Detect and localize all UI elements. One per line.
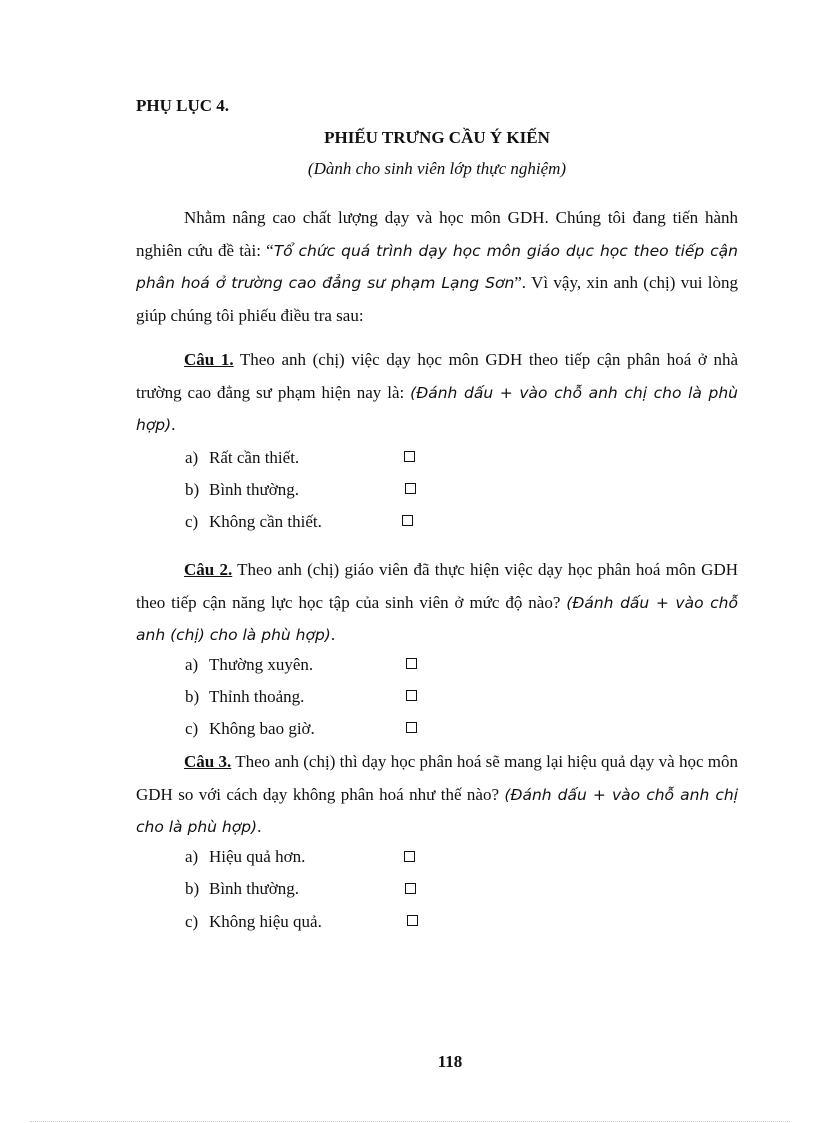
question-3-option-a [185, 845, 305, 869]
question-3-label: Câu 3. [184, 752, 232, 771]
intro-text-a: Nhằm nâng cao chất lượng dạy và học môn GDH. Chúng tôi đang tiến hành nghiên cứu đề tài: “ [136, 208, 738, 260]
question-1-option-c [185, 510, 322, 534]
appendix-label: PHỤ LỤC 4. [136, 96, 230, 115]
question-2-label: Câu 2. [184, 560, 233, 579]
option-text: Không bao giờ. [209, 719, 315, 738]
option-text: Bình thường. [209, 480, 299, 499]
question-2-option-b [185, 685, 304, 709]
page-title: PHIẾU TRƯNG CẦU Ý KIẾN [324, 128, 550, 147]
question-3-option-a-checkbox[interactable] [404, 851, 415, 862]
option-letter: a) [185, 655, 199, 674]
page-subtitle: (Dành cho sinh viên lớp thực nghiệm) [307, 159, 567, 178]
question-1-option-a [185, 446, 299, 470]
question-1 [136, 344, 738, 442]
intro-paragraph [136, 202, 738, 332]
option-letter: a) [185, 847, 199, 866]
option-text: Thỉnh thoảng. [209, 687, 305, 706]
question-1-text: Theo anh (chị) việc dạy học môn GDH theo tiếp cận phân hoá ở nhà trường cao đẳng sư phạm hiện nay là: [136, 350, 739, 402]
question-3-text: Theo anh (chị) thì dạy học phân hoá sẽ mang lại hiệu quả dạy và học môn GDH so với cách dạy không phân hoá như thế nào? [136, 752, 738, 804]
option-text: Không hiệu quả. [209, 912, 322, 931]
footer-divider [30, 1121, 790, 1122]
option-text: Rất cần thiết. [209, 448, 300, 467]
question-2-option-c [185, 717, 315, 741]
question-1-option-c-checkbox[interactable] [402, 515, 413, 526]
question-3 [136, 746, 738, 844]
intro-topic: Tổ chức quá trình dạy học môn giáo dục học theo tiếp cận phân hoá ở trường cao đẳng sư phạm Lạng Sơn [136, 241, 738, 292]
question-3-option-b [185, 877, 299, 901]
question-1-hint: (Đánh dấu + vào chỗ anh chị cho là phù hợp) [136, 383, 738, 434]
question-2-text: Theo anh (chị) giáo viên đã thực hiện việc dạy học phân hoá môn GDH theo tiếp cận năng lực học tập của sinh viên ở mức độ nào? [136, 560, 738, 612]
question-1-option-b-checkbox[interactable] [405, 483, 416, 494]
option-letter: a) [185, 448, 199, 467]
intro-text-b: ”. Vì vậy, xin anh (chị) vui lòng giúp chúng tôi phiếu điều tra sau: [136, 273, 738, 325]
option-text: Không cần thiết. [209, 512, 322, 531]
option-letter: b) [185, 687, 200, 706]
option-letter: b) [185, 879, 200, 898]
question-2-option-b-checkbox[interactable] [406, 690, 417, 701]
question-1-option-b [185, 478, 299, 502]
question-2-end: . [330, 625, 336, 644]
option-letter: c) [185, 912, 199, 931]
question-3-option-c [185, 910, 322, 934]
question-2-hint: (Đánh dấu + vào chỗ anh (chị) cho là phù hợp) [136, 593, 738, 644]
option-letter: c) [185, 719, 199, 738]
option-letter: c) [185, 512, 199, 531]
question-2 [136, 554, 738, 652]
question-1-end: . [171, 415, 176, 434]
option-text: Hiệu quả hơn. [209, 847, 306, 866]
question-1-label: Câu 1. [184, 350, 234, 369]
option-letter: b) [185, 480, 200, 499]
question-2-option-a-checkbox[interactable] [406, 658, 417, 669]
option-text: Thường xuyên. [209, 655, 314, 674]
question-2-option-c-checkbox[interactable] [406, 722, 417, 733]
question-2-option-a [185, 653, 313, 677]
question-1-option-a-checkbox[interactable] [404, 451, 415, 462]
option-text: Bình thường. [209, 879, 299, 898]
question-3-option-c-checkbox[interactable] [407, 915, 418, 926]
question-3-option-b-checkbox[interactable] [405, 883, 416, 894]
question-3-end: . [257, 817, 262, 836]
question-3-hint: (Đánh dấu + vào chỗ anh chị cho là phù hợp) [136, 785, 738, 836]
page-number: 118 [437, 1052, 463, 1071]
